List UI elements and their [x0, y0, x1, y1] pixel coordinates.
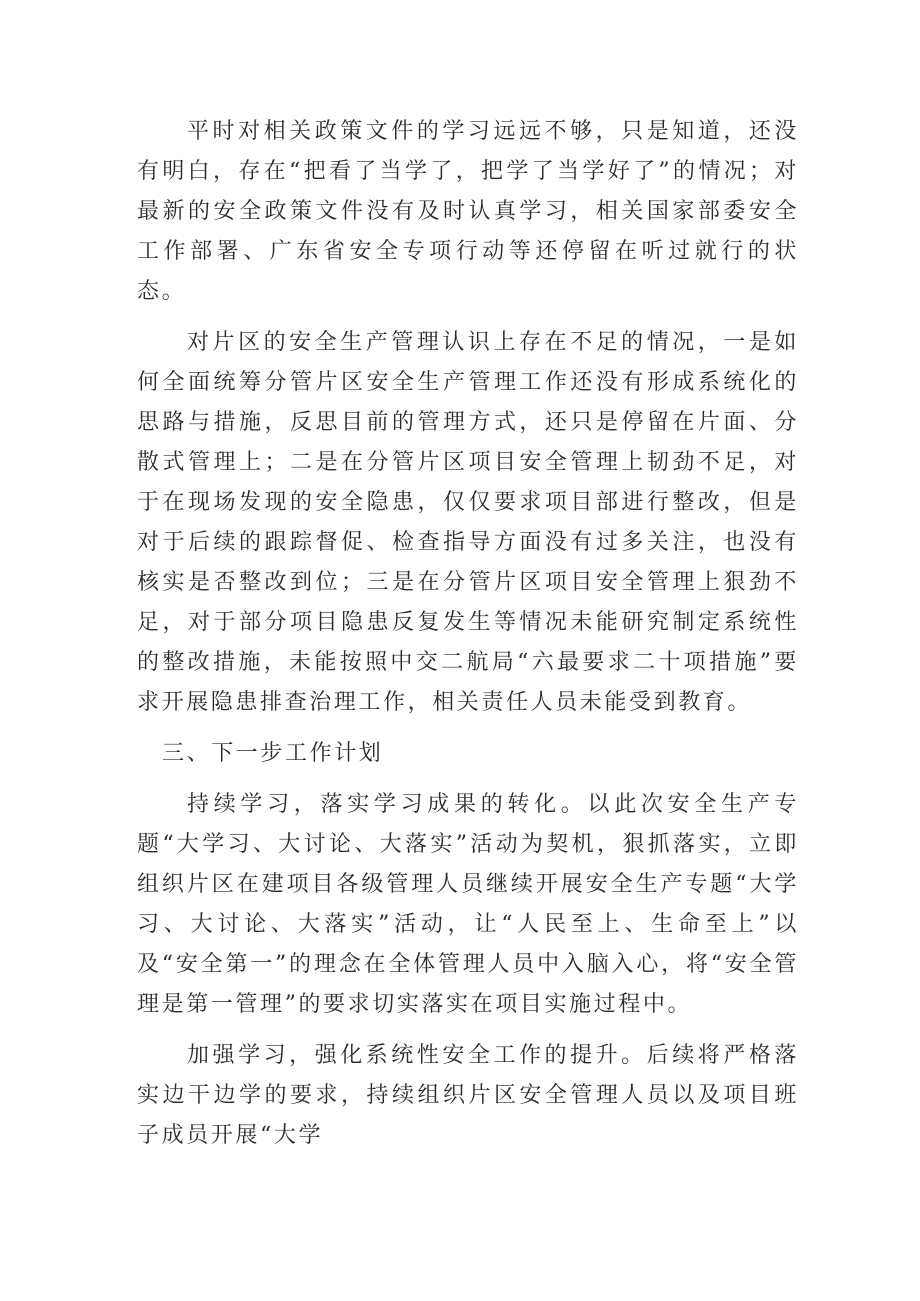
section-heading-next-steps: 三、下一步工作计划 — [162, 741, 384, 766]
document-body — [137, 112, 799, 1167]
paragraph-strengthen-learning: 加强学习，强化系统性安全工作的提升。后续将严格落实边干边学的要求，持续组织片区安全管理人员以及项目班子成员开展“大学 — [137, 1043, 799, 1148]
paragraph-policy-study: 平时对相关政策文件的学习远远不够，只是知道，还没有明白，存在“把看了当学了，把学了当学好了”的情况；对最新的安全政策文件没有及时认真学习，相关国家部委安全工作部署、广东省安全专项行动等还停留在听过就行的状态。 — [137, 119, 799, 304]
paragraph-continuous-learning: 持续学习，落实学习成果的转化。以此次安全生产专题“大学习、大讨论、大落实”活动为契机，狠抓落实，立即组织片区在建项目各级管理人员继续开展安全生产专题“大学习、大讨论、大落实”活动，让“人民至上、生命至上”以及“安全第一”的理念在全体管理人员中入脑入心，将“安全管理是第一管理”的要求切实落实在项目实施过程中。 — [137, 792, 799, 1017]
paragraph-management-shortcomings: 对片区的安全生产管理认识上存在不足的情况，一是如何全面统筹分管片区安全生产管理工作还没有形成系统化的思路与措施，反思目前的管理方式，还只是停留在片面、分散式管理上；二是在分管片区项目安全管理上韧劲不足，对于在现场发现的安全隐患，仅仅要求项目部进行整改，但是对于后续的跟踪督促、检查指导方面没有过多关注，也没有核实是否整改到位；三是在分管片区项目安全管理上狠劲不足，对于部分项目隐患反复发生等情况未能研究制定系统性的整改措施，未能按照中交二航局“六最要求二十项措施”要求开展隐患排查治理工作，相关责任人员未能受到教育。 — [137, 330, 799, 715]
